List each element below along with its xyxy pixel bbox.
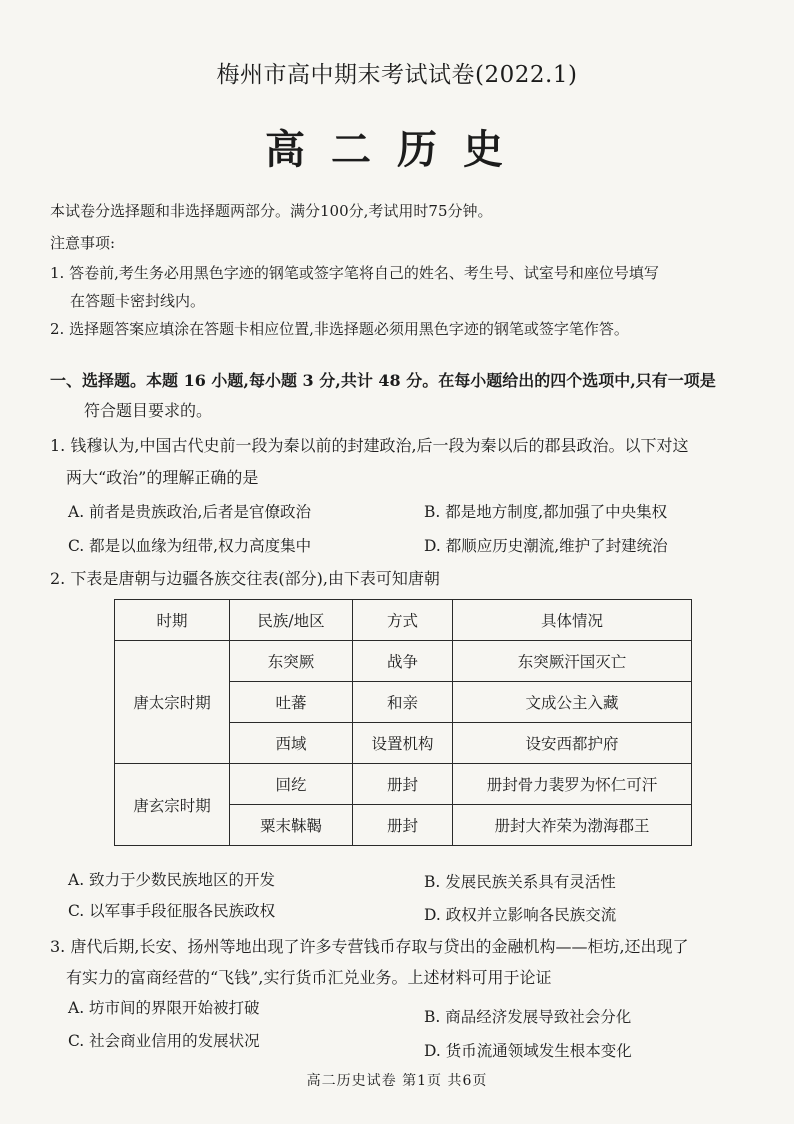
table-cell: 设安西都护府 — [453, 723, 692, 764]
table-header-row — [115, 600, 692, 641]
note-1-line-1: 1. 答卷前,考生务必用黑色字迹的钢笔或签字笔将自己的姓名、考生号、试室号和座位号填写 — [50, 264, 659, 282]
table-header: 方式 — [353, 600, 453, 641]
q3-option-b: B. 商品经济发展导致社会分化 — [424, 1008, 632, 1026]
q1-option-c: C. 都是以血缘为纽带,权力高度集中 — [68, 537, 312, 555]
question-2-stem: 2. 下表是唐朝与边疆各族交往表(部分),由下表可知唐朝 — [50, 569, 440, 588]
table-row — [115, 764, 692, 805]
q1-option-d: D. 都顺应历史潮流,维护了封建统治 — [424, 537, 668, 555]
table-row — [115, 641, 692, 682]
note-2: 2. 选择题答案应填涂在答题卡相应位置,非选择题必须用黑色字迹的钢笔或签字笔作答。 — [50, 320, 629, 338]
period-cell: 唐太宗时期 — [115, 641, 230, 764]
q2-option-d: D. 政权并立影响各民族交流 — [424, 906, 617, 924]
q2-option-b: B. 发展民族关系具有灵活性 — [424, 873, 616, 891]
table-cell: 册封骨力裴罗为怀仁可汗 — [453, 764, 692, 805]
table-cell: 文成公主入藏 — [453, 682, 692, 723]
table-header: 具体情况 — [453, 600, 692, 641]
section-heading-cont: 符合题目要求的。 — [84, 401, 213, 420]
section-heading: 一、选择题。本题 16 小题,每小题 3 分,共计 48 分。在每小题给出的四个选项中,只有一项是 — [50, 371, 716, 390]
notes-heading: 注意事项: — [50, 234, 116, 252]
q1-option-b: B. 都是地方制度,都加强了中央集权 — [424, 503, 668, 521]
table-cell: 东突厥 — [230, 641, 353, 682]
table-cell: 册封 — [353, 805, 453, 846]
history-table — [114, 599, 692, 846]
table-cell: 回纥 — [230, 764, 353, 805]
table-header: 时期 — [115, 600, 230, 641]
q3-option-c: C. 社会商业信用的发展状况 — [68, 1032, 260, 1050]
table-cell: 战争 — [353, 641, 453, 682]
table-cell: 册封大祚荣为渤海郡王 — [453, 805, 692, 846]
table-cell: 和亲 — [353, 682, 453, 723]
exam-title: 梅州市高中期末考试试卷(2022.1) — [216, 62, 578, 88]
q3-option-a: A. 坊市间的界限开始被打破 — [68, 999, 260, 1017]
table-cell: 粟末靺鞨 — [230, 805, 353, 846]
question-3-stem-cont: 有实力的富商经营的“飞钱”,实行货币汇兑业务。上述材料可用于论证 — [66, 968, 552, 987]
question-1-stem: 1. 钱穆认为,中国古代史前一段为秦以前的封建政治,后一段为秦以后的郡县政治。以下对这 — [50, 436, 689, 455]
period-cell: 唐玄宗时期 — [115, 764, 230, 846]
q3-option-d: D. 货币流通领域发生根本变化 — [424, 1042, 632, 1060]
q2-option-c: C. 以军事手段征服各民族政权 — [68, 902, 276, 920]
question-1-stem-cont: 两大“政治”的理解正确的是 — [66, 468, 259, 487]
subject-title: 高二历史 — [265, 126, 529, 173]
table-cell: 册封 — [353, 764, 453, 805]
question-3-stem: 3. 唐代后期,长安、扬州等地出现了许多专营钱币存取与贷出的金融机构——柜坊,还出现了 — [50, 937, 689, 956]
page-footer: 高二历史试卷 第1页 共6页 — [306, 1073, 488, 1089]
table-header: 民族/地区 — [230, 600, 353, 641]
note-1-line-2: 在答题卡密封线内。 — [70, 292, 206, 310]
table-cell: 设置机构 — [353, 723, 453, 764]
table-cell: 西域 — [230, 723, 353, 764]
table-cell: 东突厥汗国灭亡 — [453, 641, 692, 682]
table-cell: 吐蕃 — [230, 682, 353, 723]
q1-option-a: A. 前者是贵族政治,后者是官僚政治 — [68, 503, 311, 521]
exam-intro: 本试卷分选择题和非选择题两部分。满分100分,考试用时75分钟。 — [50, 202, 493, 220]
q2-option-a: A. 致力于少数民族地区的开发 — [68, 871, 276, 889]
